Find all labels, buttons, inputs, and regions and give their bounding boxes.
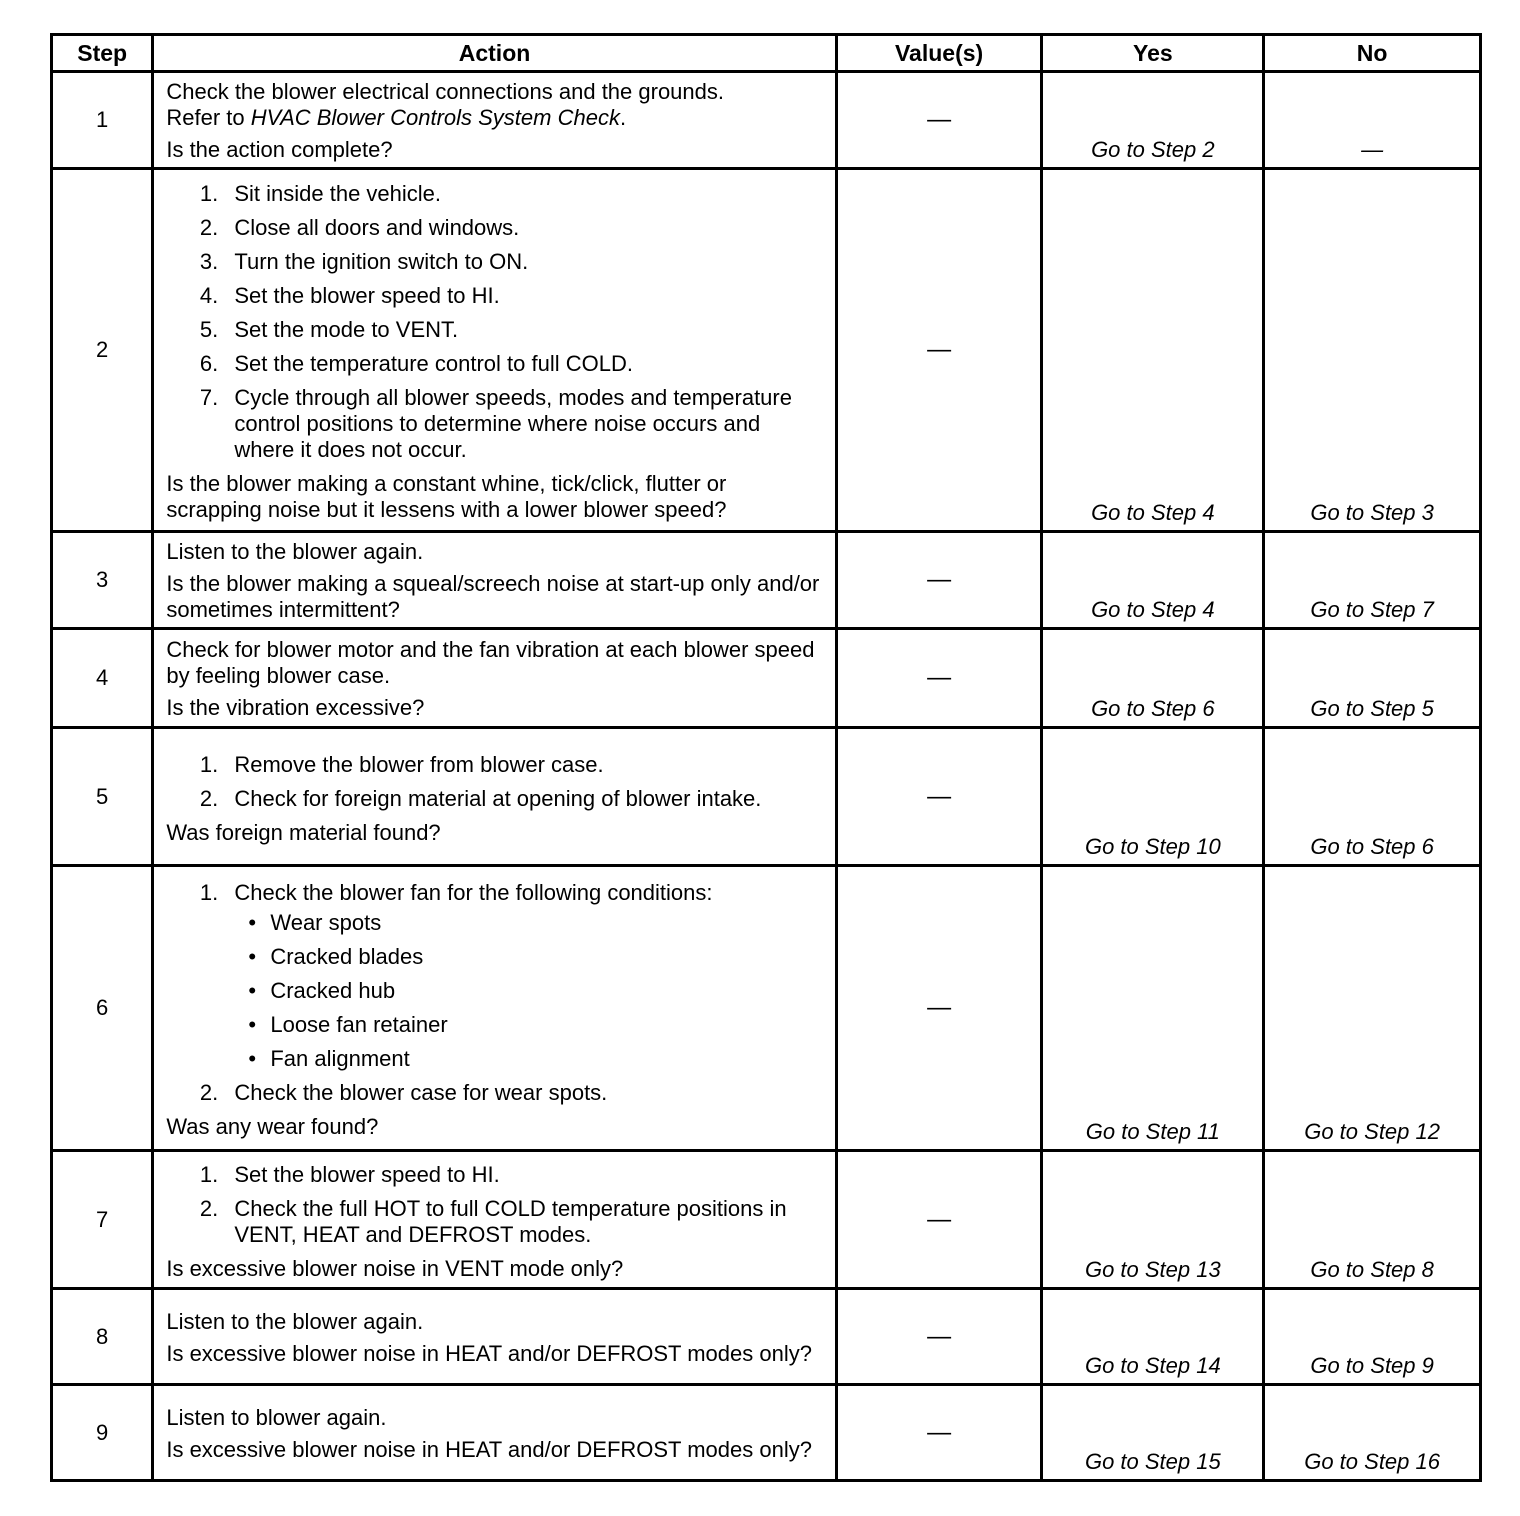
action-step-item: 2. Check the full HOT to full COLD temperature positions in VENT, HEAT and DEFROST modes.	[224, 1196, 824, 1248]
action-steps	[166, 880, 824, 1106]
action-step-item: 5. Set the mode to VENT.	[224, 317, 824, 343]
action-cell	[153, 866, 836, 1151]
condition-item: • Cracked blades	[260, 944, 824, 970]
action-text: Check for blower motor and the fan vibration at each blower speed by feeling blower case.	[166, 637, 815, 688]
no-cell: Go to Step 6	[1264, 728, 1481, 866]
yes-cell: Go to Step 4	[1042, 169, 1264, 532]
action-question: Is excessive blower noise in HEAT and/or DEFROST modes only?	[166, 1436, 812, 1462]
yes-cell: Go to Step 6	[1042, 629, 1264, 728]
table-row	[52, 866, 1481, 1151]
yes-cell: Go to Step 11	[1042, 866, 1264, 1151]
value-cell: —	[836, 72, 1042, 169]
no-cell: Go to Step 16	[1264, 1385, 1481, 1481]
no-cell: Go to Step 5	[1264, 629, 1481, 728]
table-row	[52, 1385, 1481, 1481]
step-number: 2	[52, 169, 153, 532]
header-yes: Yes	[1042, 35, 1264, 72]
reference-link: HVAC Blower Controls System Check	[250, 105, 620, 130]
step-number: 7	[52, 1151, 153, 1289]
action-step-item: 1. Set the blower speed to HI.	[224, 1162, 824, 1188]
action-step-item: 1. Remove the blower from blower case.	[224, 752, 824, 778]
condition-item: • Wear spots	[260, 910, 824, 936]
yes-cell: Go to Step 14	[1042, 1289, 1264, 1385]
step-number: 4	[52, 629, 153, 728]
action-cell	[153, 728, 836, 866]
action-step-text: Check the blower fan for the following conditions:	[234, 880, 713, 905]
diagnostic-table	[50, 33, 1482, 1482]
action-question: Is excessive blower noise in HEAT and/or DEFROST modes only?	[166, 1340, 812, 1366]
action-cell	[153, 629, 836, 728]
value-cell: —	[836, 1385, 1042, 1481]
value-cell: —	[836, 629, 1042, 728]
value-cell: —	[836, 866, 1042, 1151]
reference-prefix: Refer to	[166, 105, 251, 130]
condition-item: • Fan alignment	[260, 1046, 824, 1072]
step-number: 6	[52, 866, 153, 1151]
header-row	[52, 35, 1481, 72]
action-text: Listen to blower again.	[166, 1404, 387, 1430]
action-cell	[153, 72, 836, 169]
action-cell	[153, 1385, 836, 1481]
action-question: Is excessive blower noise in VENT mode only?	[166, 1255, 624, 1281]
table-row	[52, 532, 1481, 629]
action-steps	[166, 181, 824, 463]
action-cell	[153, 532, 836, 629]
condition-item: • Loose fan retainer	[260, 1012, 824, 1038]
header-action: Action	[153, 35, 836, 72]
value-cell: —	[836, 1151, 1042, 1289]
action-step-item: 3. Turn the ignition switch to ON.	[224, 249, 824, 275]
action-step-item: 2. Close all doors and windows.	[224, 215, 824, 241]
condition-item: • Cracked hub	[260, 978, 824, 1004]
reference-suffix: .	[619, 105, 627, 130]
header-step: Step	[52, 35, 153, 72]
action-step-item: 2. Check the blower case for wear spots.	[224, 1080, 824, 1106]
step-number: 5	[52, 728, 153, 866]
table-row	[52, 728, 1481, 866]
no-cell: —	[1264, 72, 1481, 169]
table-row	[52, 1151, 1481, 1289]
action-text: Listen to the blower again.	[166, 1308, 424, 1334]
action-cell	[153, 1151, 836, 1289]
step-number: 3	[52, 532, 153, 629]
header-no: No	[1264, 35, 1481, 72]
action-text: Listen to the blower again.	[166, 539, 424, 564]
action-question: Was foreign material found?	[166, 819, 441, 845]
table-row	[52, 629, 1481, 728]
action-cell	[153, 169, 836, 532]
no-cell: Go to Step 3	[1264, 169, 1481, 532]
value-cell: —	[836, 169, 1042, 532]
no-cell: Go to Step 8	[1264, 1151, 1481, 1289]
action-step-item: 1. Sit inside the vehicle.	[224, 181, 824, 207]
action-step-item: 7. Cycle through all blower speeds, modes and temperature control positions to determine where noise occurs and where it does not occur.	[224, 385, 824, 463]
table-row	[52, 72, 1481, 169]
action-question: Is the blower making a squeal/screech noise at start-up only and/or sometimes intermittent?	[166, 571, 820, 622]
action-cell	[153, 1289, 836, 1385]
step-number: 9	[52, 1385, 153, 1481]
yes-cell: Go to Step 4	[1042, 532, 1264, 629]
action-question: Is the vibration excessive?	[166, 695, 425, 720]
action-text: Check the blower electrical connections and the grounds.	[166, 79, 725, 104]
yes-cell: Go to Step 13	[1042, 1151, 1264, 1289]
action-reference	[166, 105, 824, 131]
action-step-item: 4. Set the blower speed to HI.	[224, 283, 824, 309]
action-question: Is the blower making a constant whine, tick/click, flutter or scrapping noise but it lessens with a lower blower speed?	[166, 471, 727, 522]
action-question: Is the action complete?	[166, 137, 393, 162]
condition-list	[234, 910, 824, 1072]
no-cell: Go to Step 9	[1264, 1289, 1481, 1385]
table-row	[52, 169, 1481, 532]
step-number: 8	[52, 1289, 153, 1385]
no-cell: Go to Step 7	[1264, 532, 1481, 629]
action-step-item: 2. Check for foreign material at opening of blower intake.	[224, 786, 824, 812]
action-step-item: 6. Set the temperature control to full COLD.	[224, 351, 824, 377]
table-row	[52, 1289, 1481, 1385]
header-values: Value(s)	[836, 35, 1042, 72]
no-cell: Go to Step 12	[1264, 866, 1481, 1151]
yes-cell: Go to Step 10	[1042, 728, 1264, 866]
action-steps	[166, 752, 824, 812]
step-number: 1	[52, 72, 153, 169]
action-question: Was any wear found?	[166, 1114, 379, 1139]
value-cell: —	[836, 532, 1042, 629]
yes-cell: Go to Step 15	[1042, 1385, 1264, 1481]
action-step-item	[224, 880, 824, 1072]
action-steps	[166, 1162, 824, 1248]
yes-cell: Go to Step 2	[1042, 72, 1264, 169]
value-cell: —	[836, 1289, 1042, 1385]
value-cell: —	[836, 728, 1042, 866]
